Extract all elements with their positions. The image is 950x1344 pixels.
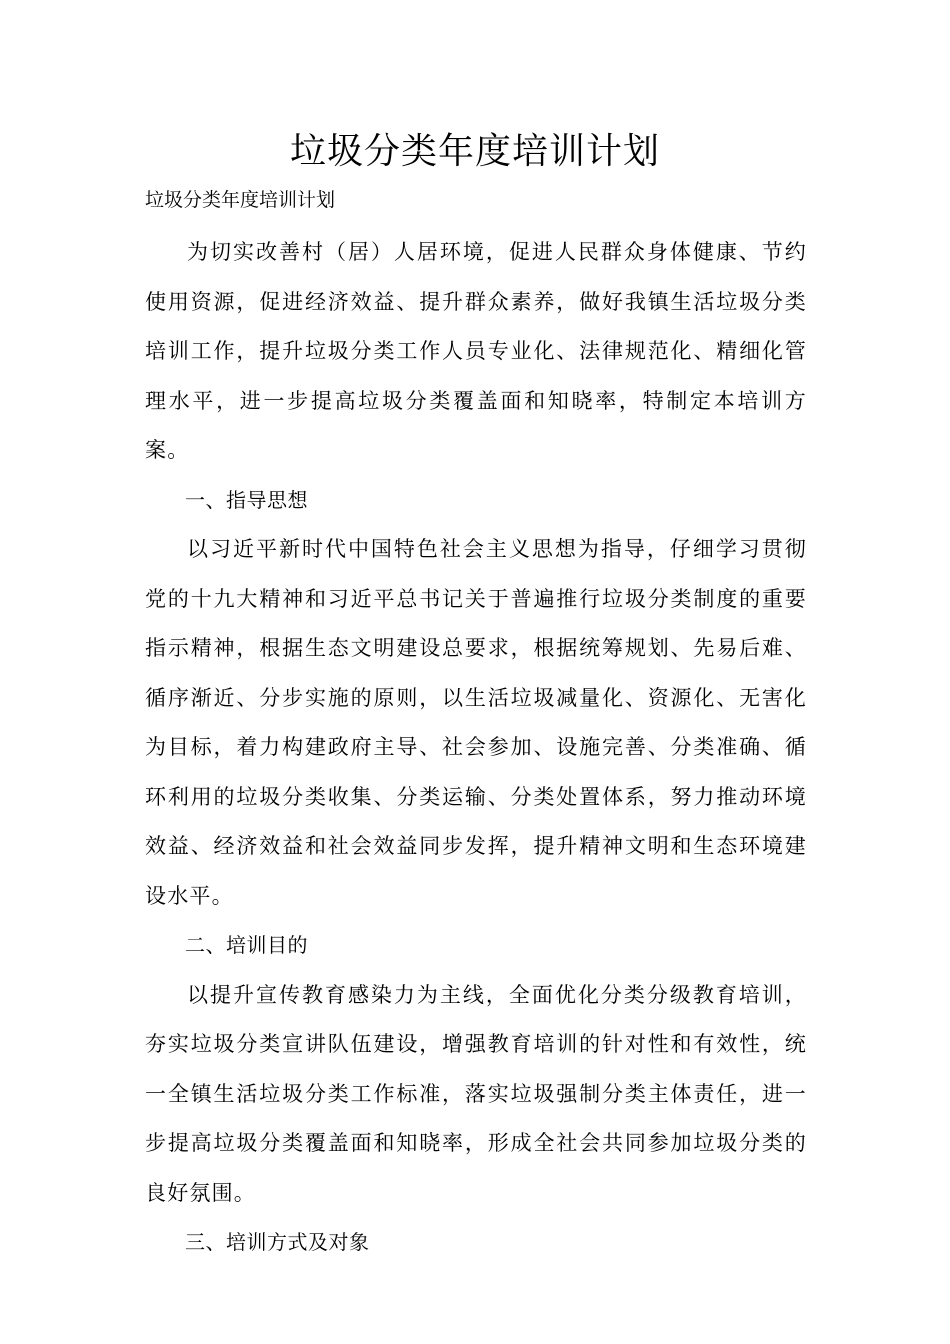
document-subtitle: 垃圾分类年度培训计划 bbox=[145, 189, 336, 211]
intro-paragraph: 为切实改善村（居）人居环境，促进人民群众身体健康、节约使用资源，促进经济效益、提升群众素养，做好我镇生活垃圾分类培训工作，提升垃圾分类工作人员专业化、法律规范化、精细化管理水平，进一步提高垃圾分类覆盖面和知晓率，特制定本培训方案。 bbox=[145, 240, 807, 462]
document-body bbox=[145, 180, 807, 1268]
document-title: 垃圾分类年度培训计划 bbox=[289, 131, 660, 172]
section-heading-training-method: 三、培训方式及对象 bbox=[185, 1230, 370, 1254]
section-heading-guiding-ideology: 一、指导思想 bbox=[185, 487, 308, 512]
section-body-guiding-ideology: 以习近平新时代中国特色社会主义思想为指导，仔细学习贯彻党的十九大精神和习近平总书记关于普遍推行垃圾分类制度的重要指示精神，根据生态文明建设总要求，根据统筹规划、先易后难、循序渐近、分步实施的原则，以生活垃圾减量化、资源化、无害化为目标，着力构建政府主导、社会参加、设施完善、分类准确、循环利用的垃圾分类收集、分类运输、分类处置体系，努力推动环境效益、经济效益和社会效益同步发挥，提升精神文明和生态环境建设水平。 bbox=[145, 537, 807, 908]
section-body-training-purpose: 以提升宣传教育感染力为主线，全面优化分类分级教育培训，夯实垃圾分类宣讲队伍建设，增强教育培训的针对性和有效性，统一全镇生活垃圾分类工作标准，落实垃圾强制分类主体责任，进一步提高垃圾分类覆盖面和知晓率，形成全社会共同参加垃圾分类的良好氛围。 bbox=[145, 982, 807, 1205]
section-heading-training-purpose: 二、培训目的 bbox=[185, 933, 308, 957]
